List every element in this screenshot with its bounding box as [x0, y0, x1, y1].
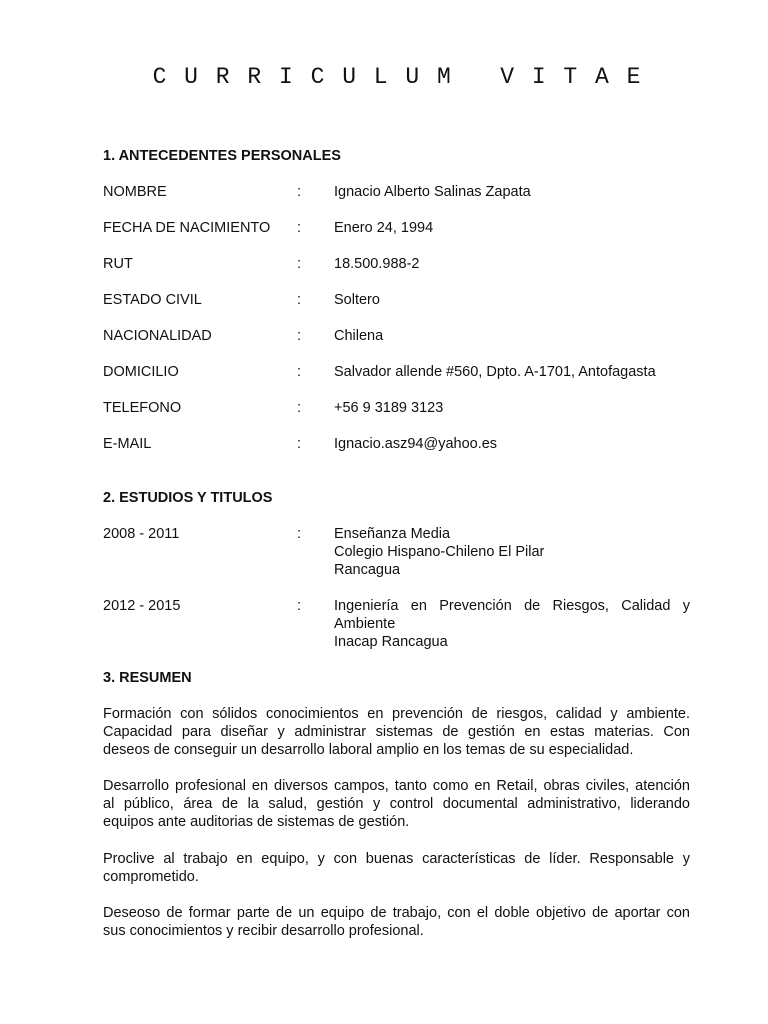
document-title: C U R R I C U L U M V I T A E: [152, 64, 643, 90]
section-heading-personal: 1. ANTECEDENTES PERSONALES: [103, 148, 341, 164]
summary-paragraph-3: [103, 850, 690, 886]
field-label: DOMICILIO: [103, 364, 179, 380]
study-institution: Inacap Rancagua: [334, 634, 448, 651]
field-separator: :: [297, 436, 302, 452]
field-separator: :: [297, 598, 302, 614]
field-separator: :: [297, 526, 302, 542]
field-label: RUT: [103, 256, 133, 272]
field-label: NACIONALIDAD: [103, 328, 212, 344]
field-value: +56 9 3189 3123: [334, 400, 444, 416]
study-period: 2008 - 2011: [103, 526, 180, 542]
section-heading-summary: 3. RESUMEN: [103, 670, 192, 686]
field-separator: :: [297, 256, 302, 272]
paragraph-line: equipos ante auditorias de sistemas de gestión.: [103, 814, 410, 831]
study-details: [334, 525, 690, 580]
paragraph-line: comprometido.: [103, 869, 199, 886]
field-separator: :: [297, 364, 302, 380]
paragraph-line: Deseoso de formar parte de un equipo de trabajo, con el doble objetivo de aportar con: [103, 905, 690, 921]
field-separator: :: [297, 184, 302, 200]
paragraph-line: al público, área de la salud, gestión y control documental administrativo, liderando: [103, 796, 690, 813]
paragraph-line: Proclive al trabajo en equipo, y con buenas características de líder. Responsable y: [103, 851, 690, 867]
summary-paragraph-4: [103, 904, 690, 940]
summary-paragraph-1: [103, 705, 690, 760]
field-value: Ignacio Alberto Salinas Zapata: [334, 184, 531, 200]
paragraph-line: sus conocimientos y recibir desarrollo profesional.: [103, 923, 424, 940]
study-degree-line2: Ambiente: [334, 616, 396, 633]
field-separator: :: [297, 220, 302, 236]
field-label: FECHA DE NACIMIENTO: [103, 220, 271, 236]
study-city: Rancagua: [334, 562, 401, 579]
study-degree: Enseñanza Media: [334, 526, 451, 542]
field-separator: :: [297, 400, 302, 416]
field-value: Soltero: [334, 292, 380, 308]
field-label: TELEFONO: [103, 400, 182, 416]
section-heading-studies: 2. ESTUDIOS Y TITULOS: [103, 490, 273, 506]
study-details: [334, 597, 690, 652]
field-label: NOMBRE: [103, 184, 167, 200]
paragraph-line: Formación con sólidos conocimientos en prevención de riesgos, calidad y ambiente.: [103, 706, 690, 722]
field-label: E-MAIL: [103, 436, 152, 452]
email-value: Ignacio.asz94@yahoo.es: [334, 436, 498, 452]
paragraph-line: Capacidad para diseñar y administrar sistemas de gestión en estas materias. Con: [103, 724, 690, 741]
field-value: Salvador allende #560, Dpto. A-1701, Antofagasta: [334, 364, 656, 380]
study-institution: Colegio Hispano-Chileno El Pilar: [334, 544, 545, 561]
paragraph-line: Desarrollo profesional en diversos campos, tanto como en Retail, obras civiles, atención: [103, 778, 690, 794]
paragraph-line: deseos de conseguir un desarrollo laboral amplio en los temas de su especialidad.: [103, 742, 634, 759]
summary-paragraph-2: [103, 777, 690, 832]
field-separator: :: [297, 328, 302, 344]
field-label: ESTADO CIVIL: [103, 292, 202, 308]
field-value: Enero 24, 1994: [334, 220, 434, 236]
study-period: 2012 - 2015: [103, 598, 181, 614]
field-value: 18.500.988-2: [334, 256, 420, 272]
field-separator: :: [297, 292, 302, 308]
study-degree-line1: Ingeniería en Prevención de Riesgos, Calidad y: [334, 598, 690, 614]
field-value: Chilena: [334, 328, 384, 344]
